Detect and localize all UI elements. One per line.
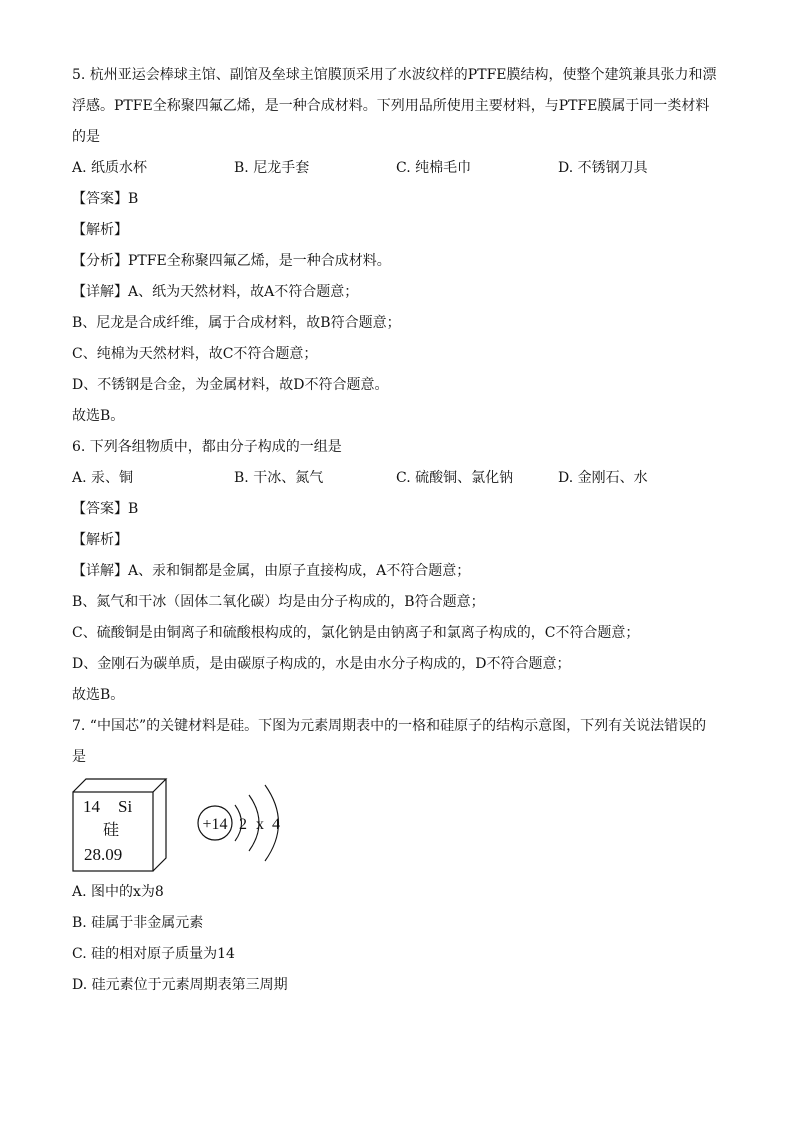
explanation-line: D、金刚石为碳单质，是由碳原子构成的，水是由水分子构成的，D不符合题意； bbox=[72, 656, 571, 672]
explanation-line: C、纯棉为天然材料，故C不符合题意； bbox=[72, 346, 318, 362]
explanation-line: C、硫酸铜是由铜离子和硫酸根构成的，氯化钠是由钠离子和氯离子构成的，C不符合题意； bbox=[72, 625, 640, 641]
document-page bbox=[72, 60, 722, 1001]
nucleus-charge: +14 bbox=[202, 816, 228, 833]
element-symbol: Si bbox=[118, 797, 133, 816]
question-6 bbox=[72, 432, 722, 711]
question-7 bbox=[72, 711, 722, 1001]
option-b: B. 干冰、氮气 bbox=[234, 470, 324, 486]
analysis-heading: 【解析】 bbox=[72, 532, 128, 548]
answer-line: 【答案】B bbox=[72, 501, 139, 517]
shell-electron-count: 4 bbox=[272, 816, 280, 833]
explanation-line: D、不锈钢是合金，为金属材料，故D不符合题意。 bbox=[72, 377, 389, 393]
silicon-figure bbox=[72, 773, 722, 877]
answer-line: 【答案】B bbox=[72, 191, 139, 207]
explanation-line: 【详解】A、纸为天然材料，故A不符合题意； bbox=[72, 284, 359, 300]
silicon-diagram bbox=[72, 777, 302, 875]
analysis-heading: 【解析】 bbox=[72, 222, 128, 238]
option-c: C. 硅的相对原子质量为14 bbox=[72, 946, 235, 962]
question-stem-line: 的是 bbox=[72, 129, 100, 145]
options-row bbox=[72, 153, 722, 184]
question-stem-line: 浮感。PTFE全称聚四氟乙烯，是一种合成材料。下列用品所使用主要材料，与PTFE膜属于同一类材料 bbox=[72, 98, 710, 114]
cell-top-face bbox=[73, 779, 166, 792]
options-row bbox=[72, 463, 722, 494]
cell-side-face bbox=[153, 779, 166, 871]
question-stem-line: 是 bbox=[72, 749, 86, 765]
explanation-line: 【详解】A、汞和铜都是金属，由原子直接构成，A不符合题意； bbox=[72, 563, 471, 579]
shell-electron-count: x bbox=[256, 816, 264, 833]
conclusion-line: 故选B。 bbox=[72, 687, 125, 703]
shell-electron-count: 2 bbox=[239, 816, 247, 833]
option-d: D. 硅元素位于元素周期表第三周期 bbox=[72, 977, 288, 993]
question-stem-line: 7. “中国芯”的关键材料是硅。下图为元素周期表中的一格和硅原子的结构示意图，下列有关说法错误的 bbox=[72, 718, 707, 734]
option-c: C. 硫酸铜、氯化钠 bbox=[396, 470, 514, 486]
option-c: C. 纯棉毛巾 bbox=[396, 160, 472, 176]
option-b: B. 尼龙手套 bbox=[234, 160, 310, 176]
option-a: A. 图中的x为8 bbox=[72, 884, 164, 900]
explanation-line: B、氮气和干冰（固体二氧化碳）均是由分子构成的，B符合题意； bbox=[72, 594, 485, 610]
atom-structure bbox=[198, 785, 280, 861]
option-d: D. 不锈钢刀具 bbox=[558, 160, 648, 176]
option-a: A. 纸质水杯 bbox=[72, 160, 148, 176]
explanation-line: 【分析】PTFE全称聚四氟乙烯，是一种合成材料。 bbox=[72, 253, 391, 269]
atomic-mass: 28.09 bbox=[84, 845, 123, 864]
conclusion-line: 故选B。 bbox=[72, 408, 125, 424]
question-stem-line: 6. 下列各组物质中，都由分子构成的一组是 bbox=[72, 439, 342, 455]
option-b: B. 硅属于非金属元素 bbox=[72, 915, 204, 931]
explanation-line: B、尼龙是合成纤维，属于合成材料，故B符合题意； bbox=[72, 315, 401, 331]
option-d: D. 金刚石、水 bbox=[558, 470, 648, 486]
question-5 bbox=[72, 60, 722, 432]
element-name: 硅 bbox=[103, 820, 120, 839]
atomic-number: 14 bbox=[83, 797, 100, 816]
option-a: A. 汞、铜 bbox=[72, 470, 134, 486]
question-stem-line: 5. 杭州亚运会棒球主馆、副馆及垒球主馆膜顶采用了水波纹样的PTFE膜结构，使整个建筑兼具张力和漂 bbox=[72, 67, 717, 83]
